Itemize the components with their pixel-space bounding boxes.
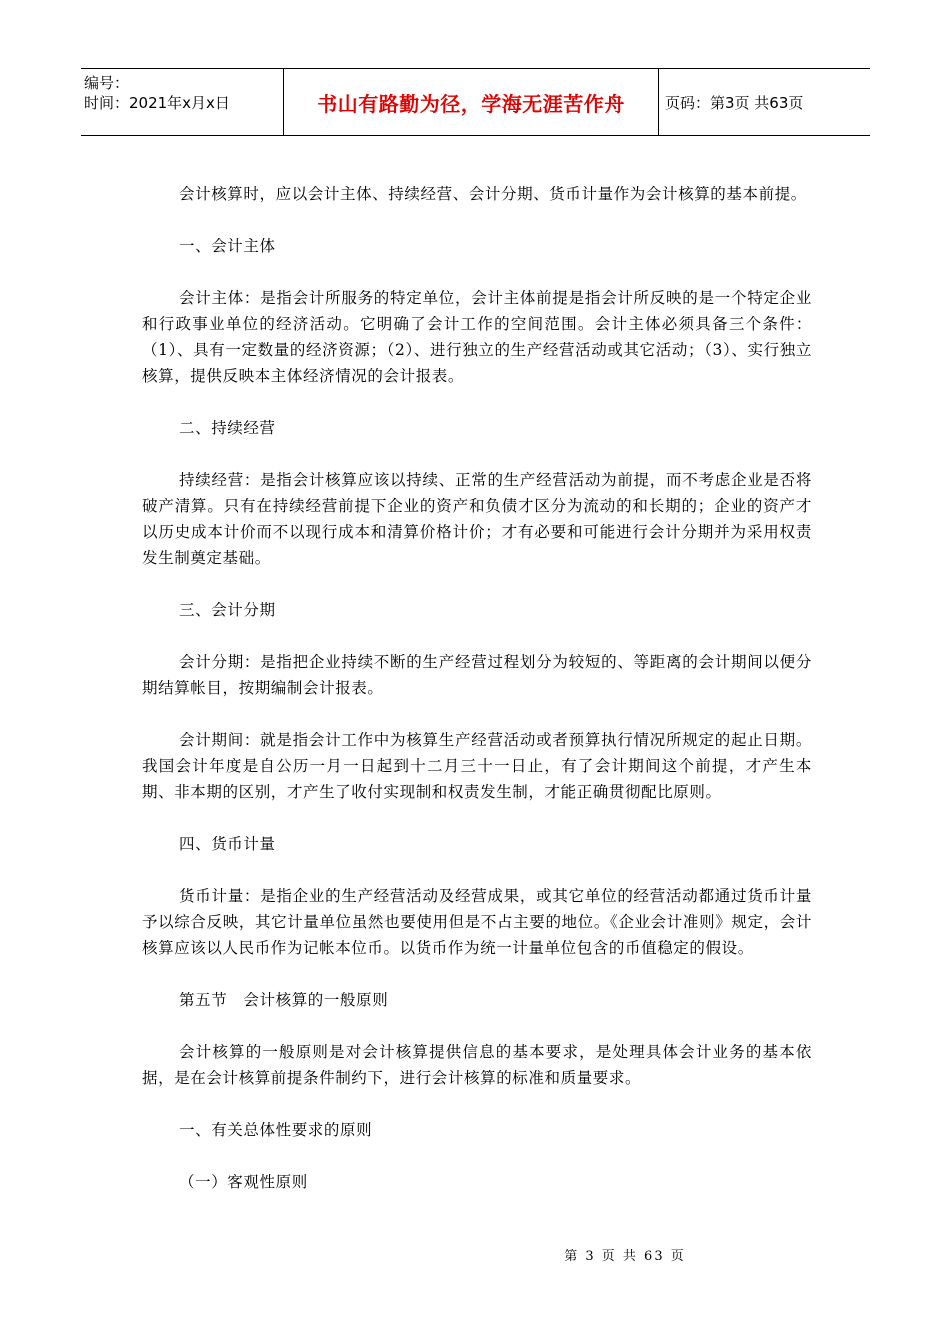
paragraph: 会计期间：就是指会计工作中为核算生产经营活动或者预算执行情况所规定的起止日期。我国会计年度是自公历一月一日起到十二月三十一日止，有了会计期间这个前提，才产生本期、非本期的区别，才产生了收付实现制和权责发生制，才能正确贯彻配比原则。 <box>142 731 812 801</box>
time-label: 时间：2021年x月x日 <box>84 94 230 112</box>
paragraph: 持续经营：是指会计核算应该以持续、正常的生产经营活动为前提，而不考虑企业是否将破产清算。只有在持续经营前提下企业的资产和负债才区分为流动的和长期的；企业的资产才以历史成本计价而不以现行成本和清算价格计价；才有必要和可能进行会计分期并为采用权责发生制奠定基础。 <box>142 471 812 567</box>
section-heading: 第五节 会计核算的一般原则 <box>179 991 389 1009</box>
header-meta <box>81 69 283 135</box>
section-heading: 一、有关总体性要求的原则 <box>179 1121 373 1139</box>
section-heading: 四、货币计量 <box>179 835 276 853</box>
paragraph: 会计分期：是指把企业持续不断的生产经营过程划分为较短的、等距离的会计期间以便分期结算帐目，按期编制会计报表。 <box>142 653 812 697</box>
subsection-heading: （一）客观性原则 <box>179 1173 308 1191</box>
number-label: 编号： <box>84 74 130 92</box>
header-page-info-cell <box>659 69 870 135</box>
header-page-info: 页码：第3页 共63页 <box>665 93 804 112</box>
paragraph: 会计核算的一般原则是对会计核算提供信息的基本要求，是处理具体会计业务的基本依据，是在会计核算前提条件制约下，进行会计核算的标准和质量要求。 <box>142 1043 812 1087</box>
section-heading: 一、会计主体 <box>179 237 276 255</box>
paragraph: 会计主体：是指会计所服务的特定单位，会计主体前提是指会计所反映的是一个特定企业和行政事业单位的经济活动。它明确了会计工作的空间范围。会计主体必须具备三个条件：（1）、具有一定数量的经济资源；（2）、进行独立的生产经营活动或其它活动；（3）、实行独立核算，提供反映本主体经济情况的会计报表。 <box>142 289 812 385</box>
footer-page-number: 第 3 页 共 63 页 <box>564 1249 686 1264</box>
section-heading: 二、持续经营 <box>179 419 276 437</box>
document-body <box>142 181 812 1221</box>
paragraph: 货币计量：是指企业的生产经营活动及经营成果，或其它单位的经营活动都通过货币计量予以综合反映，其它计量单位虽然也要使用但是不占主要的地位。《企业会计准则》规定，会计核算应该以人民币作为记帐本位币。以货币作为统一计量单位包含的币值稳定的假设。 <box>142 887 812 957</box>
section-heading: 三、会计分期 <box>179 601 276 619</box>
header-motto: 书山有路勤为径，学海无涯苦作舟 <box>317 91 625 116</box>
paragraph: 会计核算时，应以会计主体、持续经营、会计分期、货币计量作为会计核算的基本前提。 <box>179 185 807 203</box>
page-header <box>81 68 870 136</box>
header-motto-cell <box>283 69 659 135</box>
page-footer <box>0 1245 950 1264</box>
